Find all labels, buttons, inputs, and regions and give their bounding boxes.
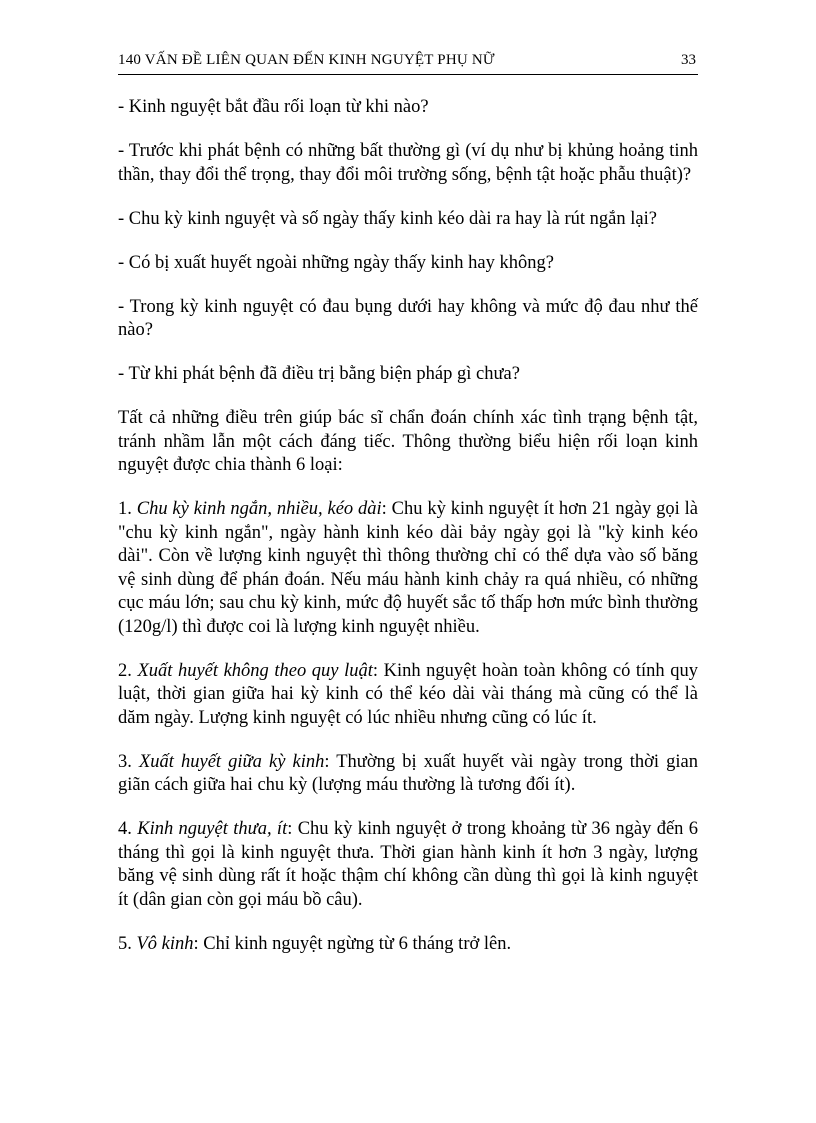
- type-number: 5.: [118, 933, 137, 954]
- running-header: [118, 50, 698, 75]
- type-item: [118, 660, 698, 731]
- type-description: : Chu kỳ kinh nguyệt ở trong khoảng từ 36 ngày đến 6 tháng thì gọi là kinh nguyệt thưa. Thời gian hành kinh ít hơn 3 ngày, lượng băng vệ sinh dùng rất ít hoặc thậm chí không cần dùng thì gọi là kinh nguyệt ít (dân gian còn gọi máu bồ câu).: [118, 819, 699, 910]
- type-term: Xuất huyết không theo quy luật: [137, 660, 373, 681]
- type-number: 1.: [118, 499, 137, 519]
- type-description: : Kinh nguyệt hoàn toàn không có tính quy luật, thời gian giữa hai kỳ kinh có thể kéo dài vài tháng mà cũng có thể là dăm ngày. Lượng kinh nguyệt có lúc nhiều nhưng cũng có lúc ít.: [118, 660, 698, 728]
- question-item: - Từ khi phát bệnh đã điều trị bằng biện pháp gì chưa?: [118, 364, 520, 384]
- type-description: : Chu kỳ kinh nguyệt ít hơn 21 ngày gọi là "chu kỳ kinh ngắn", ngày hành kinh kéo dài bảy ngày gọi là "kỳ kinh kéo dài". Còn về lượng kinh nguyệt thì thông thường chỉ có thể dựa vào số băng vệ sinh dùng để phán đoán. Nếu máu hành kinh chảy ra quá nhiều, có những cục máu lớn; sau chu kỳ kinh, mức độ huyết sắc tố thấp hơn mức bình thường (120g/l) thì được coi là lượng kinh nguyệt nhiều.: [118, 499, 698, 637]
- type-number: 3.: [118, 751, 139, 772]
- type-item: [118, 751, 698, 798]
- type-term: Kinh nguyệt thưa, ít: [137, 819, 288, 839]
- page-number: 33: [681, 52, 696, 68]
- question-item: - Trong kỳ kinh nguyệt có đau bụng dưới hay không và mức độ đau như thế nào?: [118, 296, 698, 340]
- question-item: - Kinh nguyệt bắt đầu rối loạn từ khi nào?: [118, 97, 429, 117]
- type-description: : Thường bị xuất huyết vài ngày trong thời gian giãn cách giữa hai chu kỳ (lượng máu thường là tương đối ít).: [118, 751, 698, 795]
- type-term: Vô kinh: [136, 933, 194, 954]
- type-term: Chu kỳ kinh ngắn, nhiều, kéo dài: [136, 499, 382, 519]
- type-item: [118, 498, 698, 639]
- question-item: - Có bị xuất huyết ngoài những ngày thấy kinh hay không?: [118, 252, 554, 273]
- type-term: Xuất huyết giữa kỳ kinh: [138, 751, 325, 772]
- type-description: : Chỉ kinh nguyệt ngừng từ 6 tháng trở lên.: [193, 933, 512, 954]
- page-body: [118, 96, 698, 977]
- question-item: - Chu kỳ kinh nguyệt và số ngày thấy kinh kéo dài ra hay là rút ngắn lại?: [118, 208, 657, 229]
- intro-paragraph: Tất cả những điều trên giúp bác sĩ chẩn đoán chính xác tình trạng bệnh tật, tránh nhầm lẫn một cách đáng tiếc. Thông thường biểu hiện rối loạn kinh nguyệt được chia thành 6 loại:: [118, 408, 698, 475]
- type-item: [118, 818, 698, 912]
- type-number: 4.: [118, 819, 138, 839]
- question-item: - Trước khi phát bệnh có những bất thường gì (ví dụ như bị khủng hoảng tinh thần, thay đổi thể trọng, thay đổi môi trường sống, bệnh tật hoặc phẫu thuật)?: [118, 141, 698, 185]
- type-item: [118, 933, 698, 957]
- book-title: 140 VẤN ĐỀ LIÊN QUAN ĐẾN KINH NGUYỆT PHỤ NỮ: [118, 52, 495, 68]
- type-number: 2.: [118, 660, 138, 681]
